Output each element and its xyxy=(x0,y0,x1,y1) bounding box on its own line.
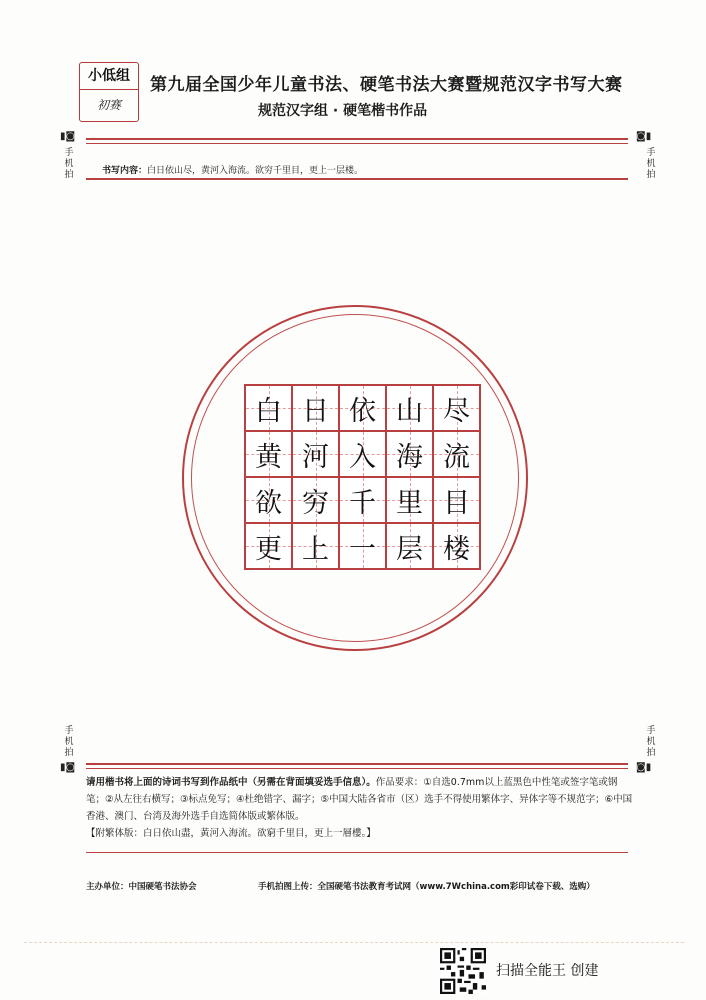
writing-content xyxy=(102,163,363,176)
grid-cell: 里 xyxy=(387,478,432,522)
grid-cell: 尽 xyxy=(434,386,479,430)
grid-cell: 上 xyxy=(293,524,338,568)
qr-code-icon xyxy=(440,948,486,994)
camera-icon: ▮◙ xyxy=(60,131,76,142)
requirements-lead: 请用楷书将上面的诗词书写到作品纸中（另需在背面填妥选手信息）。 xyxy=(86,777,376,788)
top-frame-line-3 xyxy=(86,178,628,180)
grid-cell: 一 xyxy=(340,524,385,568)
requirements-bottom-line xyxy=(86,852,628,853)
group-badge xyxy=(79,62,139,122)
grid-cell: 入 xyxy=(340,432,385,476)
grid-cell: 依 xyxy=(340,386,385,430)
content-text: 白日依山尽，黄河入海流。欲穷千里目，更上一层楼。 xyxy=(147,166,364,176)
bottom-frame-line-1 xyxy=(86,763,628,765)
requirements-text xyxy=(86,774,634,842)
bottom-frame-line-2 xyxy=(86,768,628,769)
content-label: 书写内容： xyxy=(102,166,148,176)
traditional-version: 【附繁体版：白日依山盡，黃河入海流。欲窮千里目，更上一層樓。】 xyxy=(86,828,376,839)
character-grid xyxy=(244,384,481,570)
grid-cell: 黄 xyxy=(246,432,291,476)
margin-label-top-left: 手 机 拍 xyxy=(64,148,74,180)
camera-icon: ◙▮ xyxy=(636,131,652,142)
page-title: 第九届全国少年儿童书法、硬笔书法大赛暨规范汉字书写大赛 xyxy=(150,75,623,95)
grid-cell: 楼 xyxy=(434,524,479,568)
page-subtitle: 规范汉字组 · 硬笔楷书作品 xyxy=(258,103,428,119)
scanner-watermark: 扫描全能王 创建 xyxy=(496,963,599,979)
grid-cell: 海 xyxy=(387,432,432,476)
margin-label-top-right: 手 机 拍 xyxy=(646,148,656,180)
grid-cell: 层 xyxy=(387,524,432,568)
top-frame-line-1 xyxy=(86,138,628,140)
divider xyxy=(24,942,684,943)
grid-cell: 白 xyxy=(246,386,291,430)
grid-cell: 目 xyxy=(434,478,479,522)
grid-cell: 山 xyxy=(387,386,432,430)
top-frame-line-2 xyxy=(86,143,628,144)
grid-cell: 流 xyxy=(434,432,479,476)
grid-cell: 穷 xyxy=(293,478,338,522)
camera-icon: ◙▮ xyxy=(636,762,652,773)
badge-stage-label: 初赛 xyxy=(96,98,121,112)
grid-cell: 日 xyxy=(293,386,338,430)
requirements-body: 作品要求：①自选0.7mm以上蓝黑色中性笔或签字笔或钢笔；②从左往右横写；③标点免写；④杜绝错字、漏字；⑤中国大陆各省市（区）选手不得使用繁体字、异体字等不规范字；⑥中国香港、澳门、台湾及海外选手自选简体版或繁体版。 xyxy=(86,777,633,822)
grid-cell: 河 xyxy=(293,432,338,476)
upload-info: 手机拍图上传：全国硬笔书法教育考试网（www.7Wchina.com彩印试卷下载、选购） xyxy=(258,882,595,892)
grid-cell: 更 xyxy=(246,524,291,568)
margin-label-bottom-left: 手 机 拍 xyxy=(64,726,74,758)
organizer: 主办单位：中国硬笔书法协会 xyxy=(86,882,197,892)
camera-icon: ▮◙ xyxy=(60,762,76,773)
grid-cell: 欲 xyxy=(246,478,291,522)
grid-cell: 千 xyxy=(340,478,385,522)
margin-label-bottom-right: 手 机 拍 xyxy=(646,726,656,758)
badge-group-label: 小低组 xyxy=(80,63,138,90)
